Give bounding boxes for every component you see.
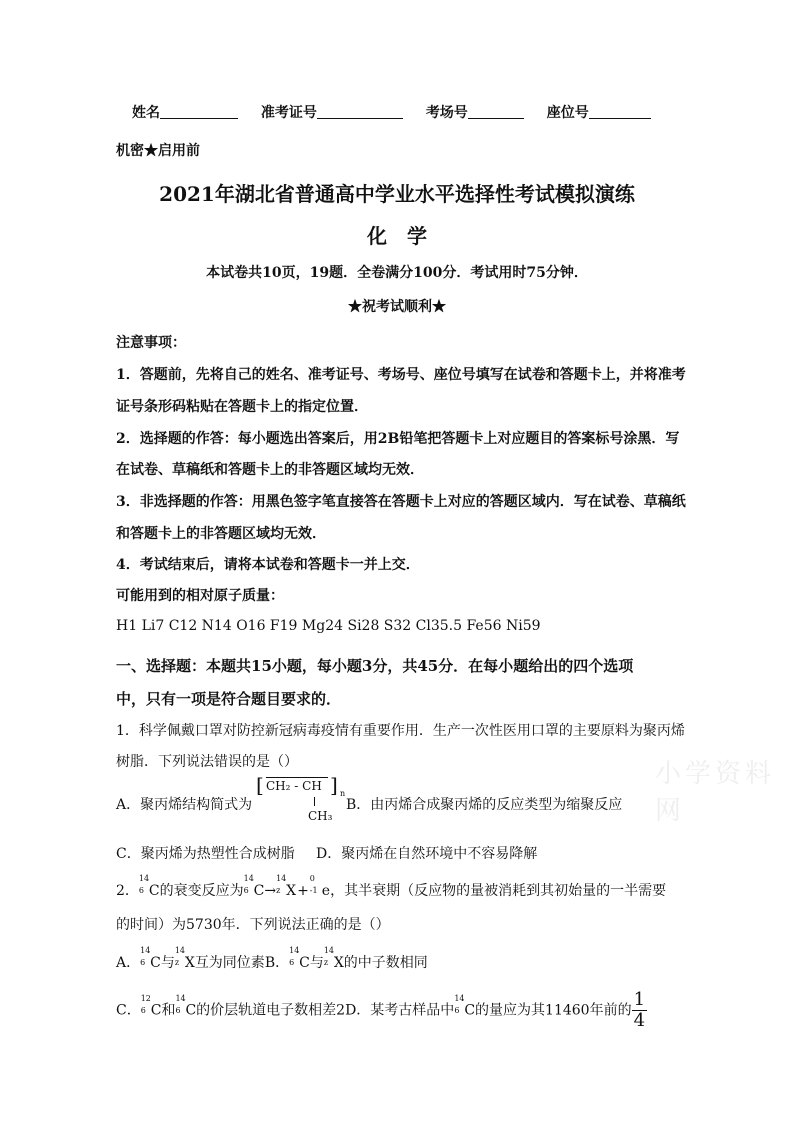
note-line: 1．答题前，先将自己的姓名、准考证号、考场号、座位号填写在试卷和答题卡上，并将准考 <box>116 367 686 383</box>
isotope-scripts: 14 6 <box>243 874 254 895</box>
atomic-mass-values: H1 Li7 C12 N14 O16 F19 Mg24 Si28 S32 Cl35.5 Fe56 Ni59 <box>116 618 541 634</box>
name-label: 姓名 <box>132 105 160 121</box>
formula-n: n <box>340 789 346 798</box>
exam-title: 2021年湖北省普通高中学业水平选择性考试模拟演练 <box>159 182 635 206</box>
bracket-right: ] <box>330 773 338 797</box>
q2-stem: 2． 14 6 C的衰变反应为 14 6 C→ 14 z X+ 0 -1 e，其半衰期（反应物的量被消耗到其初始量的一半需要 <box>116 874 667 899</box>
secret-label: 机密★启用前 <box>116 143 200 159</box>
polypropylene-formula <box>256 775 352 825</box>
seat-blank <box>589 104 651 119</box>
fraction-one-quarter: $\frac{1}{4}$ <box>633 989 646 1031</box>
note-line: 和答题卡上的非答题区域均无效． <box>116 526 326 542</box>
note-line: 在试卷、草稿纸和答题卡上的非答题区域均无效． <box>116 462 424 478</box>
formula-top: CH₂ - CH <box>266 779 322 793</box>
reaction-arrow: → <box>264 883 277 899</box>
section-heading: 一、选择题：本题共15小题，每小题3分，共45分．在每小题给出的四个选项 <box>116 657 634 675</box>
carbon-symbol: C <box>148 883 160 899</box>
atomic-mass-heading: 可能用到的相对原子质量： <box>116 588 284 604</box>
exam-id-blank <box>317 104 403 119</box>
watermark: 小学资料网 <box>655 759 776 826</box>
q2-number: 2． <box>116 883 139 899</box>
isotope-scripts: 0 -1 <box>309 874 318 895</box>
formula-overline <box>266 777 328 779</box>
note-line: 3．非选择题的作答：用黑色签字笔直接答在答题卡上对应的答题区域内．写在试卷、草稿纸 <box>116 494 686 510</box>
seat-label: 座位号 <box>546 105 589 121</box>
exam-id-label: 准考证号 <box>260 105 317 121</box>
isotope-scripts: 14 z <box>276 874 287 895</box>
section-heading-cont: 中，只有一项是符合题目要求的． <box>116 690 342 708</box>
q1-option-c: C．聚丙烯为热塑性合成树脂 <box>116 846 295 862</box>
notes-heading: 注意事项： <box>116 335 186 351</box>
q1-stem-cont: 树脂．下列说法错误的是（） <box>116 754 298 770</box>
formula-bond <box>314 797 315 806</box>
subject-title: 化 学 <box>367 224 427 248</box>
bracket-left: [ <box>256 773 264 797</box>
name-blank <box>160 104 238 119</box>
room-blank <box>468 104 524 119</box>
exam-meta: 本试卷共10页，19题．全卷满分100分．考试用时75分钟． <box>206 265 588 281</box>
q1-option-b: B．由丙烯合成聚丙烯的反应类型为缩聚反应 <box>346 797 623 813</box>
q1-option-d: D．聚丙烯在自然环境中不容易降解 <box>316 846 538 862</box>
q1-option-a: A．聚丙烯结构简式为 <box>116 797 253 813</box>
q2-options-ab: A． 14 6 C与 14 z X互为同位素B． 14 6 C与 14 z X的中子数相同 <box>116 946 428 971</box>
q1-stem: 1．科学佩戴口罩对防控新冠病毒疫情有重要作用．生产一次性医用口罩的主要原料为聚丙烯 <box>116 723 685 739</box>
note-line: 2．选择题的作答：每小题选出答案后，用2B铅笔把答题卡上对应题目的答案标号涂黑．写 <box>116 431 680 447</box>
isotope-scripts: 14 6 <box>138 874 150 895</box>
q2-stem-cont: 的时间）为5730年．下列说法正确的是（） <box>116 917 390 933</box>
candidate-info-row <box>132 102 651 122</box>
note-line: 4．考试结束后，请将本试卷和答题卡一并上交． <box>116 557 420 573</box>
formula-bottom: CH₃ <box>308 809 333 823</box>
q2-options-cd: C． 12 6 C和 14 6 C的价层轨道电子数相差2D．某考古样品中 14 6 C的量应为其11460年前的 $\frac{1}{4}$ <box>116 989 646 1031</box>
note-line: 证号条形码粘贴在答题卡上的指定位置． <box>116 399 368 415</box>
good-luck: ★祝考试顺利★ <box>348 299 446 315</box>
room-label: 考场号 <box>425 105 468 121</box>
